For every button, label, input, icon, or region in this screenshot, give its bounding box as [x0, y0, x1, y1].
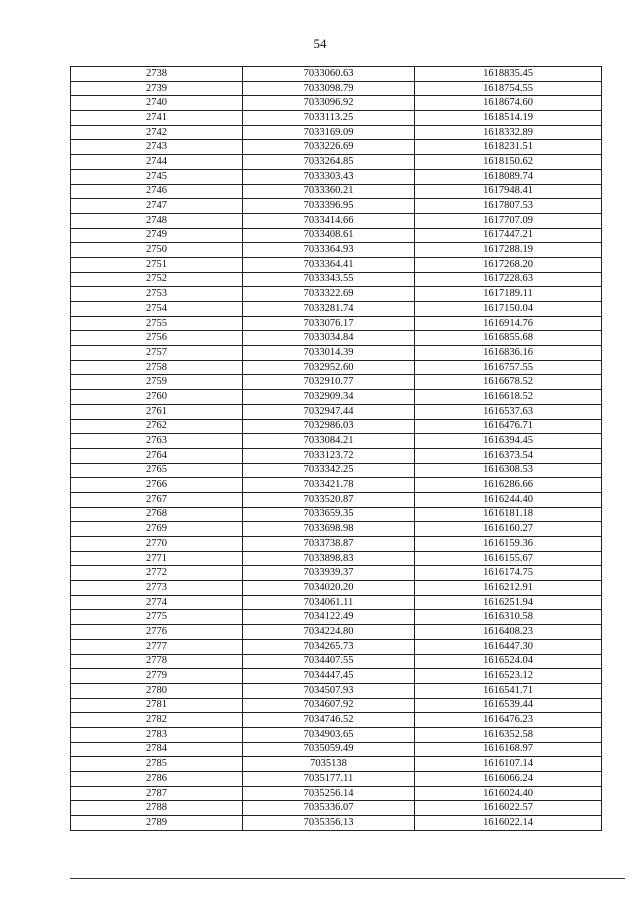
y-coordinate-cell: 1617288.19: [415, 243, 602, 258]
table-row: [71, 390, 602, 405]
y-coordinate-cell: 1617447.21: [415, 228, 602, 243]
point-number-cell: 2770: [71, 537, 243, 552]
y-coordinate-cell: 1617228.63: [415, 272, 602, 287]
y-coordinate-cell: 1616352.58: [415, 727, 602, 742]
y-coordinate-cell: 1616678.52: [415, 375, 602, 390]
page-number: 54: [313, 36, 327, 51]
y-coordinate-cell: 1616523.12: [415, 669, 602, 684]
table-row: [71, 302, 602, 317]
x-coordinate-cell: 7034122.49: [243, 610, 415, 625]
y-coordinate-cell: 1616160.27: [415, 522, 602, 537]
table-row: [71, 346, 602, 361]
table-row: [71, 551, 602, 566]
point-number-cell: 2752: [71, 272, 243, 287]
table-row: [71, 448, 602, 463]
table-row: [71, 419, 602, 434]
point-number-cell: 2739: [71, 81, 243, 96]
table-row: [71, 434, 602, 449]
x-coordinate-cell: 7033322.69: [243, 287, 415, 302]
x-coordinate-cell: 7032910.77: [243, 375, 415, 390]
point-number-cell: 2768: [71, 507, 243, 522]
x-coordinate-cell: 7033303.43: [243, 169, 415, 184]
table-row: [71, 199, 602, 214]
point-number-cell: 2744: [71, 155, 243, 170]
x-coordinate-cell: 7033414.66: [243, 213, 415, 228]
point-number-cell: 2760: [71, 390, 243, 405]
table-row: [71, 581, 602, 596]
point-number-cell: 2787: [71, 786, 243, 801]
point-number-cell: 2784: [71, 742, 243, 757]
x-coordinate-cell: 7033096.92: [243, 96, 415, 111]
x-coordinate-cell: 7034407.55: [243, 654, 415, 669]
y-coordinate-cell: 1616181.18: [415, 507, 602, 522]
table-row: [71, 566, 602, 581]
y-coordinate-cell: 1617150.04: [415, 302, 602, 317]
table-row: [71, 654, 602, 669]
table-row: [71, 492, 602, 507]
y-coordinate-cell: 1616066.24: [415, 772, 602, 787]
y-coordinate-cell: 1616408.23: [415, 625, 602, 640]
x-coordinate-cell: 7032952.60: [243, 360, 415, 375]
table-row: [71, 772, 602, 787]
y-coordinate-cell: 1616024.40: [415, 786, 602, 801]
table-row: [71, 639, 602, 654]
x-coordinate-cell: 7033939.37: [243, 566, 415, 581]
x-coordinate-cell: 7033698.98: [243, 522, 415, 537]
y-coordinate-cell: 1616155.67: [415, 551, 602, 566]
x-coordinate-cell: 7034020.20: [243, 581, 415, 596]
point-number-cell: 2755: [71, 316, 243, 331]
y-coordinate-cell: 1617807.53: [415, 199, 602, 214]
y-coordinate-cell: 1616286.66: [415, 478, 602, 493]
table-row: [71, 228, 602, 243]
point-number-cell: 2766: [71, 478, 243, 493]
point-number-cell: 2741: [71, 111, 243, 126]
y-coordinate-cell: 1616476.23: [415, 713, 602, 728]
point-number-cell: 2754: [71, 302, 243, 317]
y-coordinate-cell: 1616447.30: [415, 639, 602, 654]
point-number-cell: 2773: [71, 581, 243, 596]
table-row: [71, 375, 602, 390]
x-coordinate-cell: 7033898.83: [243, 551, 415, 566]
y-coordinate-cell: 1618332.89: [415, 125, 602, 140]
table-row: [71, 125, 602, 140]
table-row: [71, 81, 602, 96]
y-coordinate-cell: 1617189.11: [415, 287, 602, 302]
x-coordinate-cell: 7035138: [243, 757, 415, 772]
x-coordinate-cell: 7034265.73: [243, 639, 415, 654]
footer-rule: [70, 878, 625, 879]
y-coordinate-cell: 1616541.71: [415, 683, 602, 698]
point-number-cell: 2753: [71, 287, 243, 302]
point-number-cell: 2756: [71, 331, 243, 346]
point-number-cell: 2783: [71, 727, 243, 742]
y-coordinate-cell: 1616107.14: [415, 757, 602, 772]
point-number-cell: 2776: [71, 625, 243, 640]
point-number-cell: 2750: [71, 243, 243, 258]
x-coordinate-cell: 7032909.34: [243, 390, 415, 405]
y-coordinate-cell: 1616022.57: [415, 801, 602, 816]
table-row: [71, 478, 602, 493]
x-coordinate-cell: 7033123.72: [243, 448, 415, 463]
coordinates-table-body: [71, 67, 602, 831]
point-number-cell: 2782: [71, 713, 243, 728]
y-coordinate-cell: 1618835.45: [415, 67, 602, 82]
point-number-cell: 2763: [71, 434, 243, 449]
y-coordinate-cell: 1618150.62: [415, 155, 602, 170]
table-row: [71, 243, 602, 258]
point-number-cell: 2738: [71, 67, 243, 82]
table-row: [71, 669, 602, 684]
x-coordinate-cell: 7033113.25: [243, 111, 415, 126]
point-number-cell: 2764: [71, 448, 243, 463]
x-coordinate-cell: 7033364.93: [243, 243, 415, 258]
point-number-cell: 2747: [71, 199, 243, 214]
x-coordinate-cell: 7035336.07: [243, 801, 415, 816]
x-coordinate-cell: 7033659.35: [243, 507, 415, 522]
table-row: [71, 257, 602, 272]
table-row: [71, 595, 602, 610]
y-coordinate-cell: 1616168.97: [415, 742, 602, 757]
table-row: [71, 169, 602, 184]
table-row: [71, 727, 602, 742]
y-coordinate-cell: 1616476.71: [415, 419, 602, 434]
table-row: [71, 537, 602, 552]
x-coordinate-cell: 7035059.49: [243, 742, 415, 757]
table-row: [71, 625, 602, 640]
x-coordinate-cell: 7034447.45: [243, 669, 415, 684]
table-row: [71, 316, 602, 331]
table-row: [71, 155, 602, 170]
table-row: [71, 507, 602, 522]
x-coordinate-cell: 7034903.65: [243, 727, 415, 742]
table-row: [71, 610, 602, 625]
y-coordinate-cell: 1617948.41: [415, 184, 602, 199]
x-coordinate-cell: 7033342.25: [243, 463, 415, 478]
point-number-cell: 2757: [71, 346, 243, 361]
y-coordinate-cell: 1618089.74: [415, 169, 602, 184]
point-number-cell: 2785: [71, 757, 243, 772]
x-coordinate-cell: 7033060.63: [243, 67, 415, 82]
x-coordinate-cell: 7034061.11: [243, 595, 415, 610]
table-row: [71, 757, 602, 772]
point-number-cell: 2749: [71, 228, 243, 243]
x-coordinate-cell: 7033084.21: [243, 434, 415, 449]
table-row: [71, 272, 602, 287]
table-row: [71, 463, 602, 478]
x-coordinate-cell: 7034746.52: [243, 713, 415, 728]
point-number-cell: 2740: [71, 96, 243, 111]
point-number-cell: 2780: [71, 683, 243, 698]
x-coordinate-cell: 7033169.09: [243, 125, 415, 140]
point-number-cell: 2772: [71, 566, 243, 581]
x-coordinate-cell: 7033408.61: [243, 228, 415, 243]
table-row: [71, 786, 602, 801]
point-number-cell: 2786: [71, 772, 243, 787]
table-row: [71, 816, 602, 831]
y-coordinate-cell: 1618514.19: [415, 111, 602, 126]
x-coordinate-cell: 7033226.69: [243, 140, 415, 155]
y-coordinate-cell: 1616537.63: [415, 404, 602, 419]
table-row: [71, 287, 602, 302]
x-coordinate-cell: 7033738.87: [243, 537, 415, 552]
x-coordinate-cell: 7033076.17: [243, 316, 415, 331]
y-coordinate-cell: 1618754.55: [415, 81, 602, 96]
y-coordinate-cell: 1616394.45: [415, 434, 602, 449]
x-coordinate-cell: 7033343.55: [243, 272, 415, 287]
y-coordinate-cell: 1616524.04: [415, 654, 602, 669]
point-number-cell: 2775: [71, 610, 243, 625]
point-number-cell: 2761: [71, 404, 243, 419]
x-coordinate-cell: 7033360.21: [243, 184, 415, 199]
x-coordinate-cell: 7034224.80: [243, 625, 415, 640]
table-row: [71, 683, 602, 698]
point-number-cell: 2779: [71, 669, 243, 684]
y-coordinate-cell: 1616174.75: [415, 566, 602, 581]
y-coordinate-cell: 1618231.51: [415, 140, 602, 155]
y-coordinate-cell: 1616855.68: [415, 331, 602, 346]
x-coordinate-cell: 7033264.85: [243, 155, 415, 170]
x-coordinate-cell: 7032986.03: [243, 419, 415, 434]
x-coordinate-cell: 7035256.14: [243, 786, 415, 801]
y-coordinate-cell: 1616244.40: [415, 492, 602, 507]
y-coordinate-cell: 1616914.76: [415, 316, 602, 331]
table-row: [71, 801, 602, 816]
x-coordinate-cell: 7035177.11: [243, 772, 415, 787]
table-row: [71, 111, 602, 126]
point-number-cell: 2742: [71, 125, 243, 140]
point-number-cell: 2743: [71, 140, 243, 155]
table-row: [71, 331, 602, 346]
y-coordinate-cell: 1616308.53: [415, 463, 602, 478]
x-coordinate-cell: 7033281.74: [243, 302, 415, 317]
y-coordinate-cell: 1616836.16: [415, 346, 602, 361]
y-coordinate-cell: 1616539.44: [415, 698, 602, 713]
table-row: [71, 360, 602, 375]
y-coordinate-cell: 1616212.91: [415, 581, 602, 596]
table-row: [71, 184, 602, 199]
point-number-cell: 2769: [71, 522, 243, 537]
table-row: [71, 213, 602, 228]
point-number-cell: 2751: [71, 257, 243, 272]
y-coordinate-cell: 1616618.52: [415, 390, 602, 405]
x-coordinate-cell: 7034607.92: [243, 698, 415, 713]
x-coordinate-cell: 7035356.13: [243, 816, 415, 831]
point-number-cell: 2774: [71, 595, 243, 610]
point-number-cell: 2771: [71, 551, 243, 566]
x-coordinate-cell: 7034507.93: [243, 683, 415, 698]
point-number-cell: 2765: [71, 463, 243, 478]
table-row: [71, 140, 602, 155]
point-number-cell: 2758: [71, 360, 243, 375]
y-coordinate-cell: 1616310.58: [415, 610, 602, 625]
x-coordinate-cell: 7033098.79: [243, 81, 415, 96]
table-row: [71, 742, 602, 757]
y-coordinate-cell: 1616373.54: [415, 448, 602, 463]
y-coordinate-cell: 1616251.94: [415, 595, 602, 610]
point-number-cell: 2781: [71, 698, 243, 713]
point-number-cell: 2788: [71, 801, 243, 816]
point-number-cell: 2745: [71, 169, 243, 184]
point-number-cell: 2748: [71, 213, 243, 228]
table-row: [71, 96, 602, 111]
coordinates-table: [70, 66, 602, 831]
x-coordinate-cell: 7033034.84: [243, 331, 415, 346]
point-number-cell: 2778: [71, 654, 243, 669]
y-coordinate-cell: 1618674.60: [415, 96, 602, 111]
table-row: [71, 713, 602, 728]
point-number-cell: 2789: [71, 816, 243, 831]
x-coordinate-cell: 7033364.41: [243, 257, 415, 272]
table-row: [71, 404, 602, 419]
point-number-cell: 2762: [71, 419, 243, 434]
x-coordinate-cell: 7033396.95: [243, 199, 415, 214]
point-number-cell: 2746: [71, 184, 243, 199]
y-coordinate-cell: 1616022.14: [415, 816, 602, 831]
point-number-cell: 2767: [71, 492, 243, 507]
x-coordinate-cell: 7033421.78: [243, 478, 415, 493]
x-coordinate-cell: 7033520.87: [243, 492, 415, 507]
y-coordinate-cell: 1616159.36: [415, 537, 602, 552]
point-number-cell: 2777: [71, 639, 243, 654]
x-coordinate-cell: 7032947.44: [243, 404, 415, 419]
table-row: [71, 67, 602, 82]
x-coordinate-cell: 7033014.39: [243, 346, 415, 361]
point-number-cell: 2759: [71, 375, 243, 390]
y-coordinate-cell: 1617268.20: [415, 257, 602, 272]
y-coordinate-cell: 1616757.55: [415, 360, 602, 375]
table-row: [71, 522, 602, 537]
y-coordinate-cell: 1617707.09: [415, 213, 602, 228]
table-row: [71, 698, 602, 713]
